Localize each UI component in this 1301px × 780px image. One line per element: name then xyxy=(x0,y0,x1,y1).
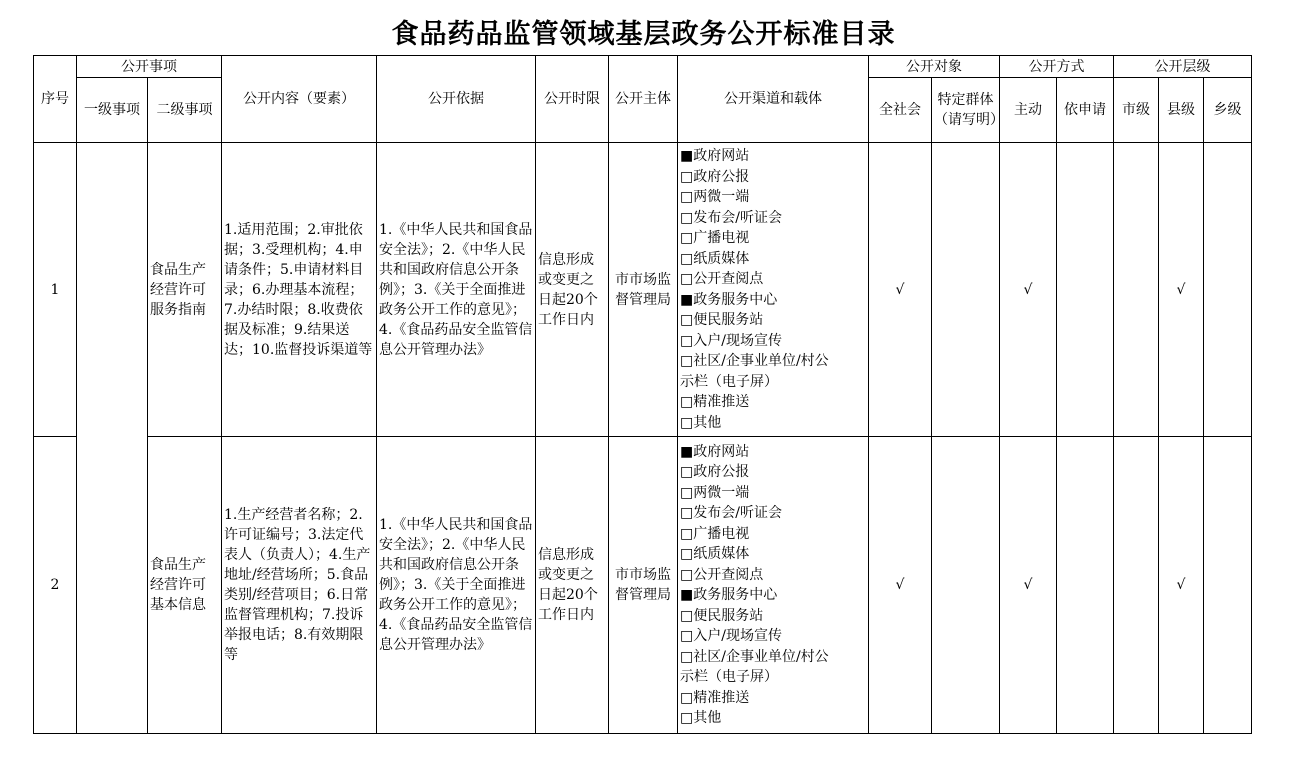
row-method-request xyxy=(1057,143,1114,437)
channel-item: □入户/现场宣传 xyxy=(680,332,782,349)
channel-item: ■政务服务中心 xyxy=(680,587,778,603)
channel-item: □政府公报 xyxy=(680,464,750,480)
channel-item: ■政务服务中心 xyxy=(680,291,778,308)
header-channels: 公开渠道和载体 xyxy=(678,56,869,143)
row-method-active: √ xyxy=(1000,437,1057,734)
row-subject: 市市场监督管理局 xyxy=(609,143,678,437)
channel-item: □社区/企事业单位/村公 xyxy=(680,648,829,665)
channel-item: □广播电视 xyxy=(680,525,750,542)
row-level-town xyxy=(1204,143,1252,437)
header-target-all: 全社会 xyxy=(869,78,932,143)
row-seq: 1 xyxy=(34,143,77,437)
table-row xyxy=(34,437,1252,734)
channel-item: □发布会/听证会 xyxy=(680,505,782,521)
row-level-city xyxy=(1114,143,1159,437)
row-time-limit: 信息形成或变更之日起20个工作日内 xyxy=(536,143,609,437)
header-target-specific: 特定群体（请写明） xyxy=(932,78,1000,143)
channel-item: □纸质媒体 xyxy=(680,546,750,562)
channel-item: □社区/企事业单位/村公 xyxy=(680,353,829,369)
channel-item: □两微一端 xyxy=(680,484,750,501)
row-content: 1.生产经营者名称；2.许可证编号；3.法定代表人（负责人）；4.生产地址/经营场所；5.食品类别/经营项目；6.日常监督管理机构；7.投诉举报电话；8.有效期限等 xyxy=(222,437,377,734)
document-title: 食品药品监管领域基层政务公开标准目录 xyxy=(391,19,896,50)
row-method-request xyxy=(1057,437,1114,734)
header-time-limit: 公开时限 xyxy=(536,56,609,143)
row-level-town xyxy=(1204,437,1252,734)
header-target: 公开对象 xyxy=(869,56,1000,78)
header-row-1 xyxy=(34,56,1252,78)
row-basis: 1.《中华人民共和国食品安全法》；2.《中华人民共和国政府信息公开条例》；3.《关于全面推进政务公开工作的意见》；4.《食品药品安全监管信息公开管理办法》 xyxy=(377,437,536,734)
row-level2: 食品生产经营许可服务指南 xyxy=(148,143,222,437)
row-target-all: √ xyxy=(869,437,932,734)
row-target-specific xyxy=(932,143,1000,437)
channel-item: 示栏（电子屏） xyxy=(680,669,778,685)
channel-item: □入户/现场宣传 xyxy=(680,628,782,644)
row-channels xyxy=(678,437,869,734)
row-subject: 市市场监督管理局 xyxy=(609,437,678,734)
channel-item: □便民服务站 xyxy=(680,607,764,624)
header-method: 公开方式 xyxy=(1000,56,1114,78)
header-level-city: 市级 xyxy=(1114,78,1159,143)
channel-item: □其他 xyxy=(680,710,722,726)
header-level: 公开层级 xyxy=(1114,56,1252,78)
channel-item: □广播电视 xyxy=(680,230,750,246)
channel-item: ■政府网站 xyxy=(680,443,750,460)
channel-item: □便民服务站 xyxy=(680,312,764,328)
disclosure-catalog-table xyxy=(33,55,1252,734)
header-basis: 公开依据 xyxy=(377,56,536,143)
row-target-all: √ xyxy=(869,143,932,437)
channel-item: □纸质媒体 xyxy=(680,250,750,267)
channel-item: 示栏（电子屏） xyxy=(680,373,778,390)
header-seq: 序号 xyxy=(34,56,77,143)
channel-item: □政府公报 xyxy=(680,168,750,185)
header-method-request: 依申请 xyxy=(1057,78,1114,143)
header-level-county: 县级 xyxy=(1159,78,1204,143)
row-channels xyxy=(678,143,869,437)
row-level2: 食品生产经营许可基本信息 xyxy=(148,437,222,734)
header-level-town: 乡级 xyxy=(1204,78,1252,143)
channel-item: □精准推送 xyxy=(680,394,750,410)
row-method-active: √ xyxy=(1000,143,1057,437)
row-seq: 2 xyxy=(34,437,77,734)
channel-item: □其他 xyxy=(680,414,722,431)
row-level1 xyxy=(77,143,148,437)
row-level-county: √ xyxy=(1159,437,1204,734)
channel-item: □精准推送 xyxy=(680,689,750,706)
row-level1 xyxy=(77,437,148,734)
row-level-county: √ xyxy=(1159,143,1204,437)
channel-item: □公开查阅点 xyxy=(680,566,764,583)
row-content: 1.适用范围；2.审批依据；3.受理机构；4.申请条件；5.申请材料目录；6.办理基本流程；7.办结时限；8.收费依据及标准；9.结果送达；10.监督投诉渠道等 xyxy=(222,143,377,437)
row-basis: 1.《中华人民共和国食品安全法》；2.《中华人民共和国政府信息公开条例》；3.《关于全面推进政务公开工作的意见》；4.《食品药品安全监管信息公开管理办法》 xyxy=(377,143,536,437)
row-target-specific xyxy=(932,437,1000,734)
header-method-active: 主动 xyxy=(1000,78,1057,143)
header-level1: 一级事项 xyxy=(77,78,148,143)
header-subject: 公开主体 xyxy=(609,56,678,143)
channel-item: ■政府网站 xyxy=(680,148,750,164)
header-content: 公开内容（要素） xyxy=(222,56,377,143)
table-row xyxy=(34,143,1252,437)
channel-item: □发布会/听证会 xyxy=(680,209,782,226)
channel-item: □公开查阅点 xyxy=(680,271,764,287)
row-time-limit: 信息形成或变更之日起20个工作日内 xyxy=(536,437,609,734)
header-level2: 二级事项 xyxy=(148,78,222,143)
row-level-city xyxy=(1114,437,1159,734)
channel-item: □两微一端 xyxy=(680,189,750,205)
header-matters: 公开事项 xyxy=(77,56,222,78)
